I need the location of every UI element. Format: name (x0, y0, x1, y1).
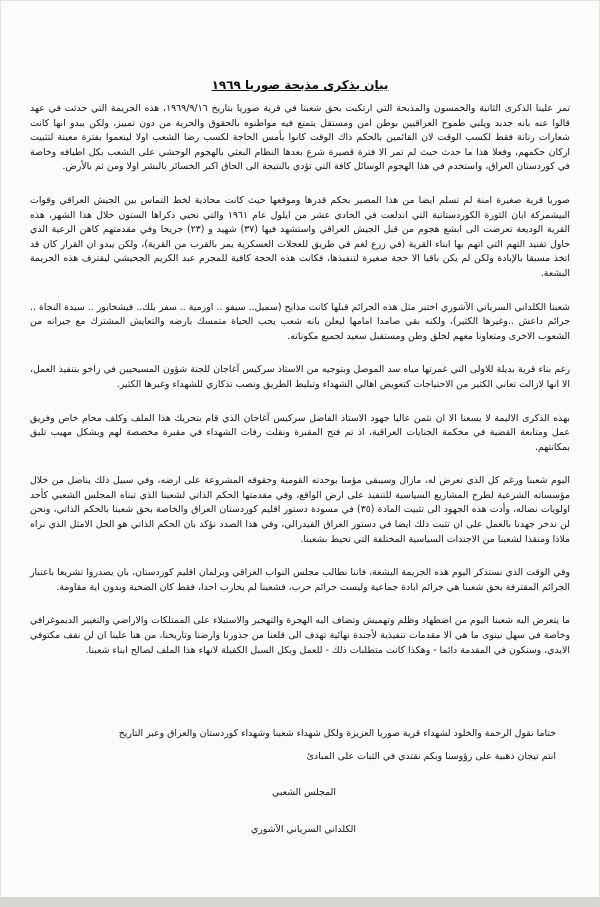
document-title: بيان بذكرى مذبحة صوريا ١٩٦٩ (211, 78, 389, 92)
page-bottom-edge (0, 897, 600, 907)
paragraph-1: تمر علينا الذكرى الثانية والخمسون والمذبحة التي ارتكبت بحق شعبنا في قرية صوريا بتاريخ ١٩٦٩/٩/١٦، هذه الجريمة التي حدثت في عهد قالوا عنه بانه جديد ويلبي طموح العراقيين بوطن امن ومستقل يتمتع فيه مواطنوه بالحقوق والحرية من دون تمييز، ولكن يبدو انها كانت شعارات رنانة فقط لكسب الوقت لان القائمين بالحكم ذاك الوقت كانوا بأمس الحاجة لكسب رضا الشعب اولا لينعموا بفترة معينة لتثبيت اركان حكمهم، وفعلا هذا ما حدث حيث لم تمر الا فترة قصيرة شرع بعدها النظام البعثي بالهجوم الوحشي على الشعب بكل اطيافه وخاصة في كوردستان العراق، واستخدم في هذا الهجوم الوسائل كافة التي تؤدي بالنتيجة الى الحاق اكبر الخسائر بالبشر اولا ومن ثم بالأرض. (30, 103, 570, 173)
signature-organization: المجلس الشعبي (272, 787, 336, 799)
paragraph-4: رغم بناء قرية بديلة للاولى التي غمرتها مياه سد الموصل وبتوجيه من الاستاذ سركيس آغاجان للجنة شؤون المسيحيين في زاخو بتنفيذ العمل، الا انها لازالت تعاني الكثير من الاحتياجات كتعويض اهالي الشهداء وتبليط الطريق ونصب تذكاري للشهداء وغيرها الكثير. (30, 364, 570, 390)
paragraph-7: وفي الوقت الذي نستذكر اليوم هذه الجريمة البشعة، فاننا نطالب مجلس النواب العراقي وبرلمان اقليم كوردستان، بان يصدروا تشريعا باعتبار الجرائم المقترفة بحق شعبنا هي جرائم ابادة جماعية وليست جرائم حرب، فشعبنا لم يحارب احدا، فقط كان الضحية وبدون اية مقاومة. (30, 567, 570, 593)
closing-section (36, 727, 556, 837)
paragraph-5: بهذه الذكرى الاليمة لا يسعنا الا ان نثمن عاليا جهود الاستاذ الفاضل سركيس آغاجان الذي قام بتحريك هذا الملف وكلف محام خاص وفريق عمل ومتابعة القضية في محكمة الجنايات العراقية، اذ تم فتح المقبرة ونقلت رفات الشهداء في مقبرة مخصصة لهم وبشكل مهيب تليق بمكانتهم. (30, 412, 570, 453)
paragraph-6: اليوم شعبنا ورغم كل الذي تعرض له، مازال وسيبقى مؤمنا بوحدته القومية وحقوقه المشروعة على ارضه، وفي سبيل ذلك يناضل من خلال مؤسساته الشرعية لطرح المشاريع السياسية للتنفيذ على ارض الواقع، وفي مقدمتها الحكم الذاتي لشعبنا الذي تبناه المجلس الشعبي كأحد اولويات نضاله، وأدت هذه الجهود الى تثبيت المادة (٣٥) في مسودة دستور اقليم كوردستان العراق والخاصة بحق شعبنا بالحكم الذاتي، ونحن لن ندخر جهدنا بالعمل على ان تثبت ذلك ايضا في دستور العراق الفيدرالي، وفي هذا الصدد نؤكد بان الحكم الذاتي هو الحل الامثل الذي نراه ملاذا ومنقذا لشعبنا من الاجندات السياسية المختلفة التي تحيط بشعبنا. (30, 475, 570, 545)
document-body (30, 102, 570, 670)
paragraph-3: شعبنا الكلداني السرياني الآشوري اختبر مثل هذه الجرائم قبلها كانت مذابح (سميل.. سيفو .. اورمية .. سفر بلك.. فيشخابور .. سيدة النجاة .. جرائم داعش ..وغيرها الكثير)، ولكنه بقي صامدا امامها ليعلن بانه شعب يحب الحياة متمسك بارضه والتعايش المشترك مع جيرانه من الشعوب الاخرى ومتعاونا معهم لخلق وطن ومستقبل سعيد لجميع مكوناته. (30, 301, 570, 342)
closing-line-principles: انتم تيجان ذهبية على رؤوسنا وبكم نقتدي في الثبات على المبادئ (306, 750, 556, 762)
closing-line-tribute: ختاما نقول الرحمة والخلود لشهداء قرية صوريا العزيزة ولكل شهداء شعبنا وشهداء كوردستان والعراق وعبر التاريخ (118, 728, 556, 739)
paragraph-2: صوريا قرية صغيرة امنة لم تسلم ايضا من هذا المصير بحكم قدرها وموقعها حيث كانت محاذية لخط التماس بين الجيش العراقي وقوات البيشمركة ابان الثورة الكوردستانية التي اندلعت في الحادي عشر من ايلول عام ١٩٦١ والتي نحيي ذكراها الستون خلال هذا الشهر، هذه القرية الوديعة تعرضت الى ابشع هجوم من قبل الجيش العراقي واستشهد فيها (٣٧) شهيد و (٢٣) جريحا وفي مقدمتهم كاهن الرعية الذي حاول تفنيد التهم التي اتهم بها ابناء القرية (في زرع لغم في طريق للعجلات العسكرية يمر بالقرب من القرية)، ولكن يبدو ان القرار كان قد اتخذ مسبقا بالإبادة ولكن لم يكن باقيا الا حجة صغيرة لتنفيذها، فكانت هذه الحجة كافية للمجرم عبد الكريم الجحيشي ليقترف هذه الجريمة البشعة. (30, 194, 570, 279)
paragraph-8: ما يتعرض اليه شعبنا اليوم من اضطهاد وظلم وتهميش وتضاف اليه الهجرة والتهجير والاستيلاء على الممتلكات والاراضي والتغيير الديموغرافي وخاصة في سهل نينوى ما هي الا مقدمات تنفيذية لأجندة نهائية تهدف الى قلعنا من جذورنا وارضنا وتاريخنا، من هنا علينا ان لن نقف مكتوفي الايدي، وسنكون في المقدمة دائما - وهكذا كانت متطلبات ذلك - للعمل وبكل السبل الكفيلة لانهاء هذا الملف لصالح ابناء شعبنا. (30, 615, 570, 656)
signature-people: الكلداني السرياني الآشوري (250, 823, 356, 835)
